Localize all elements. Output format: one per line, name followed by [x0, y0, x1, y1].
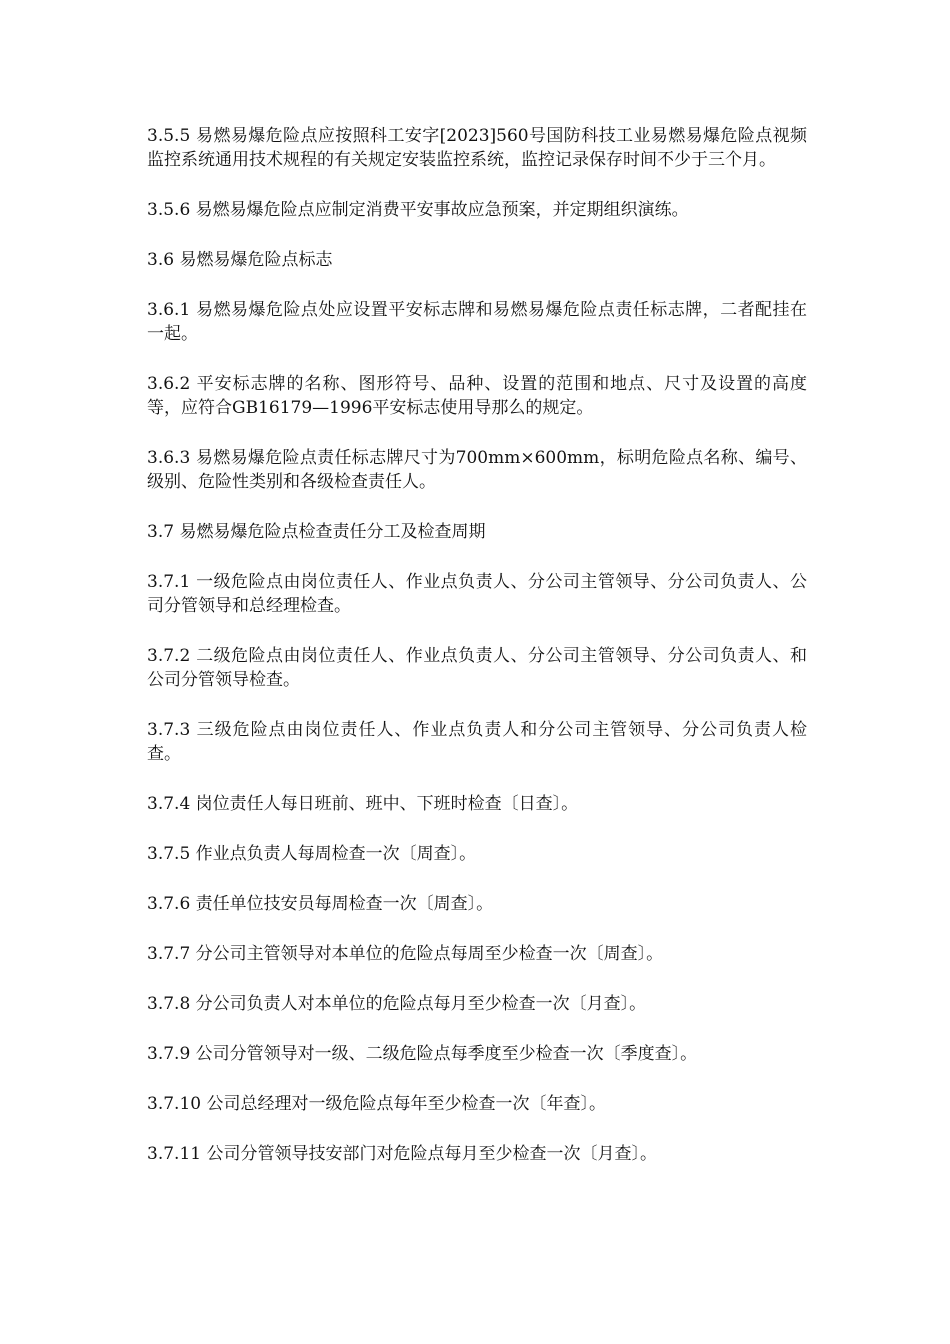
clause-3-7-7: 3.7.7 分公司主管领导对本单位的危险点每周至少检查一次〔周查〕。 — [147, 944, 664, 964]
clause-3-6-1: 3.6.1 易燃易爆危险点处应设置平安标志牌和易燃易爆危险点责任标志牌，二者配挂在一起。 — [147, 300, 807, 344]
clause-3-7-5: 3.7.5 作业点负责人每周检查一次〔周查〕。 — [147, 844, 477, 864]
clause-3-7-6: 3.7.6 责任单位技安员每周检查一次〔周查〕。 — [147, 894, 494, 914]
document-body — [147, 124, 807, 1192]
clause-3-7-9: 3.7.9 公司分管领导对一级、二级危险点每季度至少检查一次〔季度查〕。 — [147, 1044, 698, 1064]
clause-3-7-10: 3.7.10 公司总经理对一级危险点每年至少检查一次〔年查〕。 — [147, 1094, 606, 1114]
clause-3-6-2: 3.6.2 平安标志牌的名称、图形符号、品种、设置的范围和地点、尺寸及设置的高度等，应符合GB16179—1996平安标志使用导那么的规定。 — [147, 374, 807, 418]
clause-3-7-8: 3.7.8 分公司负责人对本单位的危险点每月至少检查一次〔月查〕。 — [147, 994, 647, 1014]
clause-3-7-2: 3.7.2 二级危险点由岗位责任人、作业点负责人、分公司主管领导、分公司负责人、和公司分管领导检查。 — [147, 646, 807, 690]
section-heading-3-7: 3.7 易燃易爆危险点检查责任分工及检查周期 — [147, 522, 486, 542]
clause-3-5-5: 3.5.5 易燃易爆危险点应按照科工安字[2023]560号国防科技工业易燃易爆危险点视频监控系统通用技术规程的有关规定安装监控系统，监控记录保存时间不少于三个月。 — [147, 126, 807, 170]
clause-3-7-3: 3.7.3 三级危险点由岗位责任人、作业点负责人和分公司主管领导、分公司负责人检查。 — [147, 720, 807, 764]
clause-3-7-11: 3.7.11 公司分管领导技安部门对危险点每月至少检查一次〔月查〕。 — [147, 1144, 657, 1164]
clause-3-7-1: 3.7.1 一级危险点由岗位责任人、作业点负责人、分公司主管领导、分公司负责人、公司分管领导和总经理检查。 — [147, 572, 807, 616]
clause-3-5-6: 3.5.6 易燃易爆危险点应制定消费平安事故应急预案，并定期组织演练。 — [147, 200, 689, 220]
section-heading-3-6: 3.6 易燃易爆危险点标志 — [147, 250, 333, 270]
clause-3-7-4: 3.7.4 岗位责任人每日班前、班中、下班时检查〔日查〕。 — [147, 794, 579, 814]
clause-3-6-3: 3.6.3 易燃易爆危险点责任标志牌尺寸为700mm×600mm，标明危险点名称、编号、级别、危险性类别和各级检查责任人。 — [147, 448, 807, 492]
